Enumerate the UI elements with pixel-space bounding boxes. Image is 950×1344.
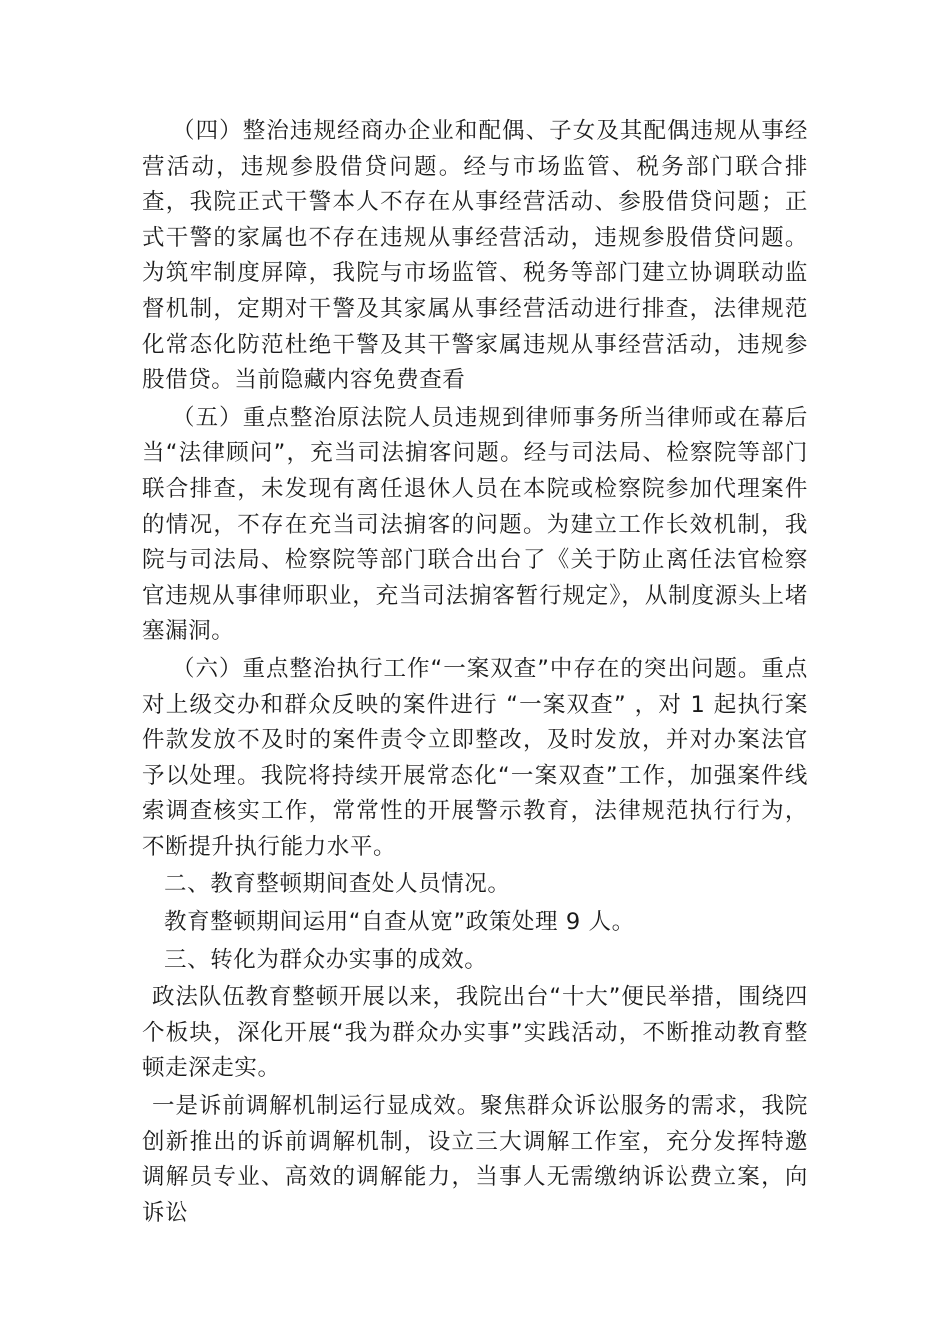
- paragraph-section-six: （六）重点整治执行工作“一案双查”中存在的突出问题。重点对上级交办和群众反映的案件进行 “一案双查” ，对 1 起执行案件款发放不及时的案件责令立即整改，及时发放，并对办案法官予以处理。我院将持续开展常态化“一案双查”工作，加强案件线索调查核实工作，常常性的开展警示教育，法律规范执行行为，不断提升执行能力水平。: [142, 655, 808, 860]
- paragraph-pre-litigation-mediation: 一是诉前调解机制运行显成效。聚焦群众诉讼服务的需求，我院创新推出的诉前调解机制，设立三大调解工作室，充分发挥特邀调解员专业、高效的调解能力，当事人无需缴纳诉讼费立案，向诉讼: [142, 1093, 808, 1226]
- paragraph-section-four: （四）整治违规经商办企业和配偶、子女及其配偶违规从事经营活动，违规参股借贷问题。经与市场监管、税务部门联合排查，我院正式干警本人不存在从事经营活动、参股借贷问题；正式干警的家属也不存在违规从事经营活动，违规参股借贷问题。为筑牢制度屏障，我院与市场监管、税务等部门建立协调联动监督机制，定期对干警及其家属从事经营活动进行排查，法律规范化常态化防范杜绝干警及其干警家属违规从事经营活动，违规参股借贷。当前隐藏内容免费查看: [142, 118, 808, 394]
- paragraph-self-check-result: 教育整顿期间运用“自查从宽”政策处理 9 人。: [164, 909, 635, 936]
- paragraph-section-five: （五）重点整治原法院人员违规到律师事务所当律师或在幕后当“法律顾问”，充当司法掮客问题。经与司法局、检察院等部门联合排查，未发现有离任退休人员在本院或检察院参加代理案件的情况，不存在充当司法掮客的问题。为建立工作长效机制，我院与司法局、检察院等部门联合出台了《关于防止离任法官检察官违规从事律师职业，充当司法掮客暂行规定》，从制度源头上堵塞漏洞。: [142, 404, 808, 645]
- paragraph-overview: 政法队伍教育整顿开展以来，我院出台“十大”便民举措，围绕四个板块，深化开展“我为群众办实事”实践活动，不断推动教育整顿走深走实。: [142, 984, 808, 1082]
- document-body: [142, 114, 808, 1233]
- heading-section-three: 三、转化为群众办实事的成效。: [164, 946, 488, 973]
- heading-section-two: 二、教育整顿期间查处人员情况。: [164, 871, 511, 898]
